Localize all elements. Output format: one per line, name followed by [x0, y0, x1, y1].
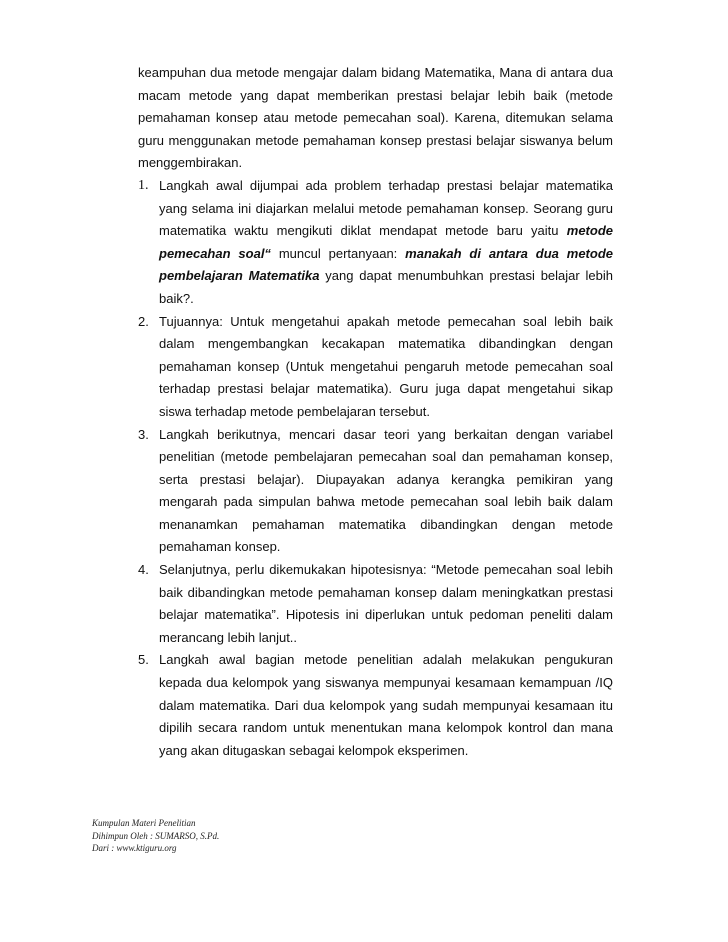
item-text: Selanjutnya, perlu dikemukakan hipotesisnya: “Metode pemecahan soal lebih baik dibandingkan metode pemahaman konsep dalam meningkatkan prestasi belajar matematika”. Hipotesis ini diperlukan untuk pedoman peneliti dalam merancang lebih lanjut.. [159, 562, 613, 645]
list-item-4 [138, 559, 613, 649]
list-number: 4. [138, 562, 149, 578]
list-number: 5. [138, 652, 149, 668]
list-number: 1. [138, 177, 149, 193]
page-footer [92, 817, 219, 855]
footer-line-3: Dari : www.ktiguru.org [92, 843, 177, 853]
list-item-1 [138, 175, 613, 311]
footer-line-2: Dihimpun Oleh : SUMARSO, S.Pd. [92, 830, 220, 841]
steps-list [138, 175, 613, 762]
list-item-3 [138, 424, 613, 560]
list-number: 3. [138, 426, 149, 442]
list-item-2 [138, 311, 613, 424]
item-text: muncul pertanyaan: [270, 245, 406, 261]
list-number: 2. [138, 313, 149, 329]
item-text: yang dapat menumbuhkan prestasi belajar lebih baik?. [159, 268, 614, 306]
list-item-5 [138, 649, 613, 762]
footer-line-1: Kumpulan Materi Penelitian [92, 818, 196, 828]
emphasis-text: metode pemecahan soal“ [159, 223, 613, 261]
item-text: Tujuannya: Untuk mengetahui apakah metode pemecahan soal lebih baik dalam mengembangkan kecakapan matematika dibandingkan dengan pemahaman konsep (Untuk mengetahui pengaruh metode pemecahan soal terhadap prestasi belajar matematika). Guru juga dapat mengetahui sikap siswa terhadap metode pembelajaran tersebut. [159, 313, 613, 419]
item-text: Langkah awal dijumpai ada problem terhadap prestasi belajar matematika yang selama ini diajarkan melalui metode pemahaman konsep. Seorang guru matematika waktu mengikuti diklat mendapat metode baru yaitu [159, 177, 613, 239]
item-text: Langkah awal bagian metode penelitian adalah melakukan pengukuran kepada dua kelompok yang siswanya mempunyai kesamaan kemampuan /IQ dalam matematika. Dari dua kelompok yang sudah mempunyai kesamaan itu dipilih secara random untuk menentukan mana kelompok kontrol dan mana yang akan ditugaskan sebagai kelompok eksperimen. [159, 652, 613, 758]
emphasis-text: manakah di antara dua metode pembelajaran Matematika [159, 245, 613, 284]
item-text: Langkah berikutnya, mencari dasar teori yang berkaitan dengan variabel penelitian (metode pembelajaran pemecahan soal dan pemahaman konsep, serta prestasi belajar). Diupayakan adanya kerangka pemikiran yang mengarah pada simpulan bahwa metode pemecahan soal lebih baik dalam menanamkan pemahaman matematika dibandingkan dengan metode pemahaman konsep. [159, 426, 613, 555]
page-content [138, 62, 613, 762]
intro-paragraph: keampuhan dua metode mengajar dalam bidang Matematika, Mana di antara dua macam metode yang dapat memberikan prestasi belajar lebih baik (metode pemahaman konsep atau metode pemecahan soal). Karena, ditemukan selama guru menggunakan metode pemahaman konsep prestasi belajar siswanya belum menggembirakan. [138, 65, 613, 171]
